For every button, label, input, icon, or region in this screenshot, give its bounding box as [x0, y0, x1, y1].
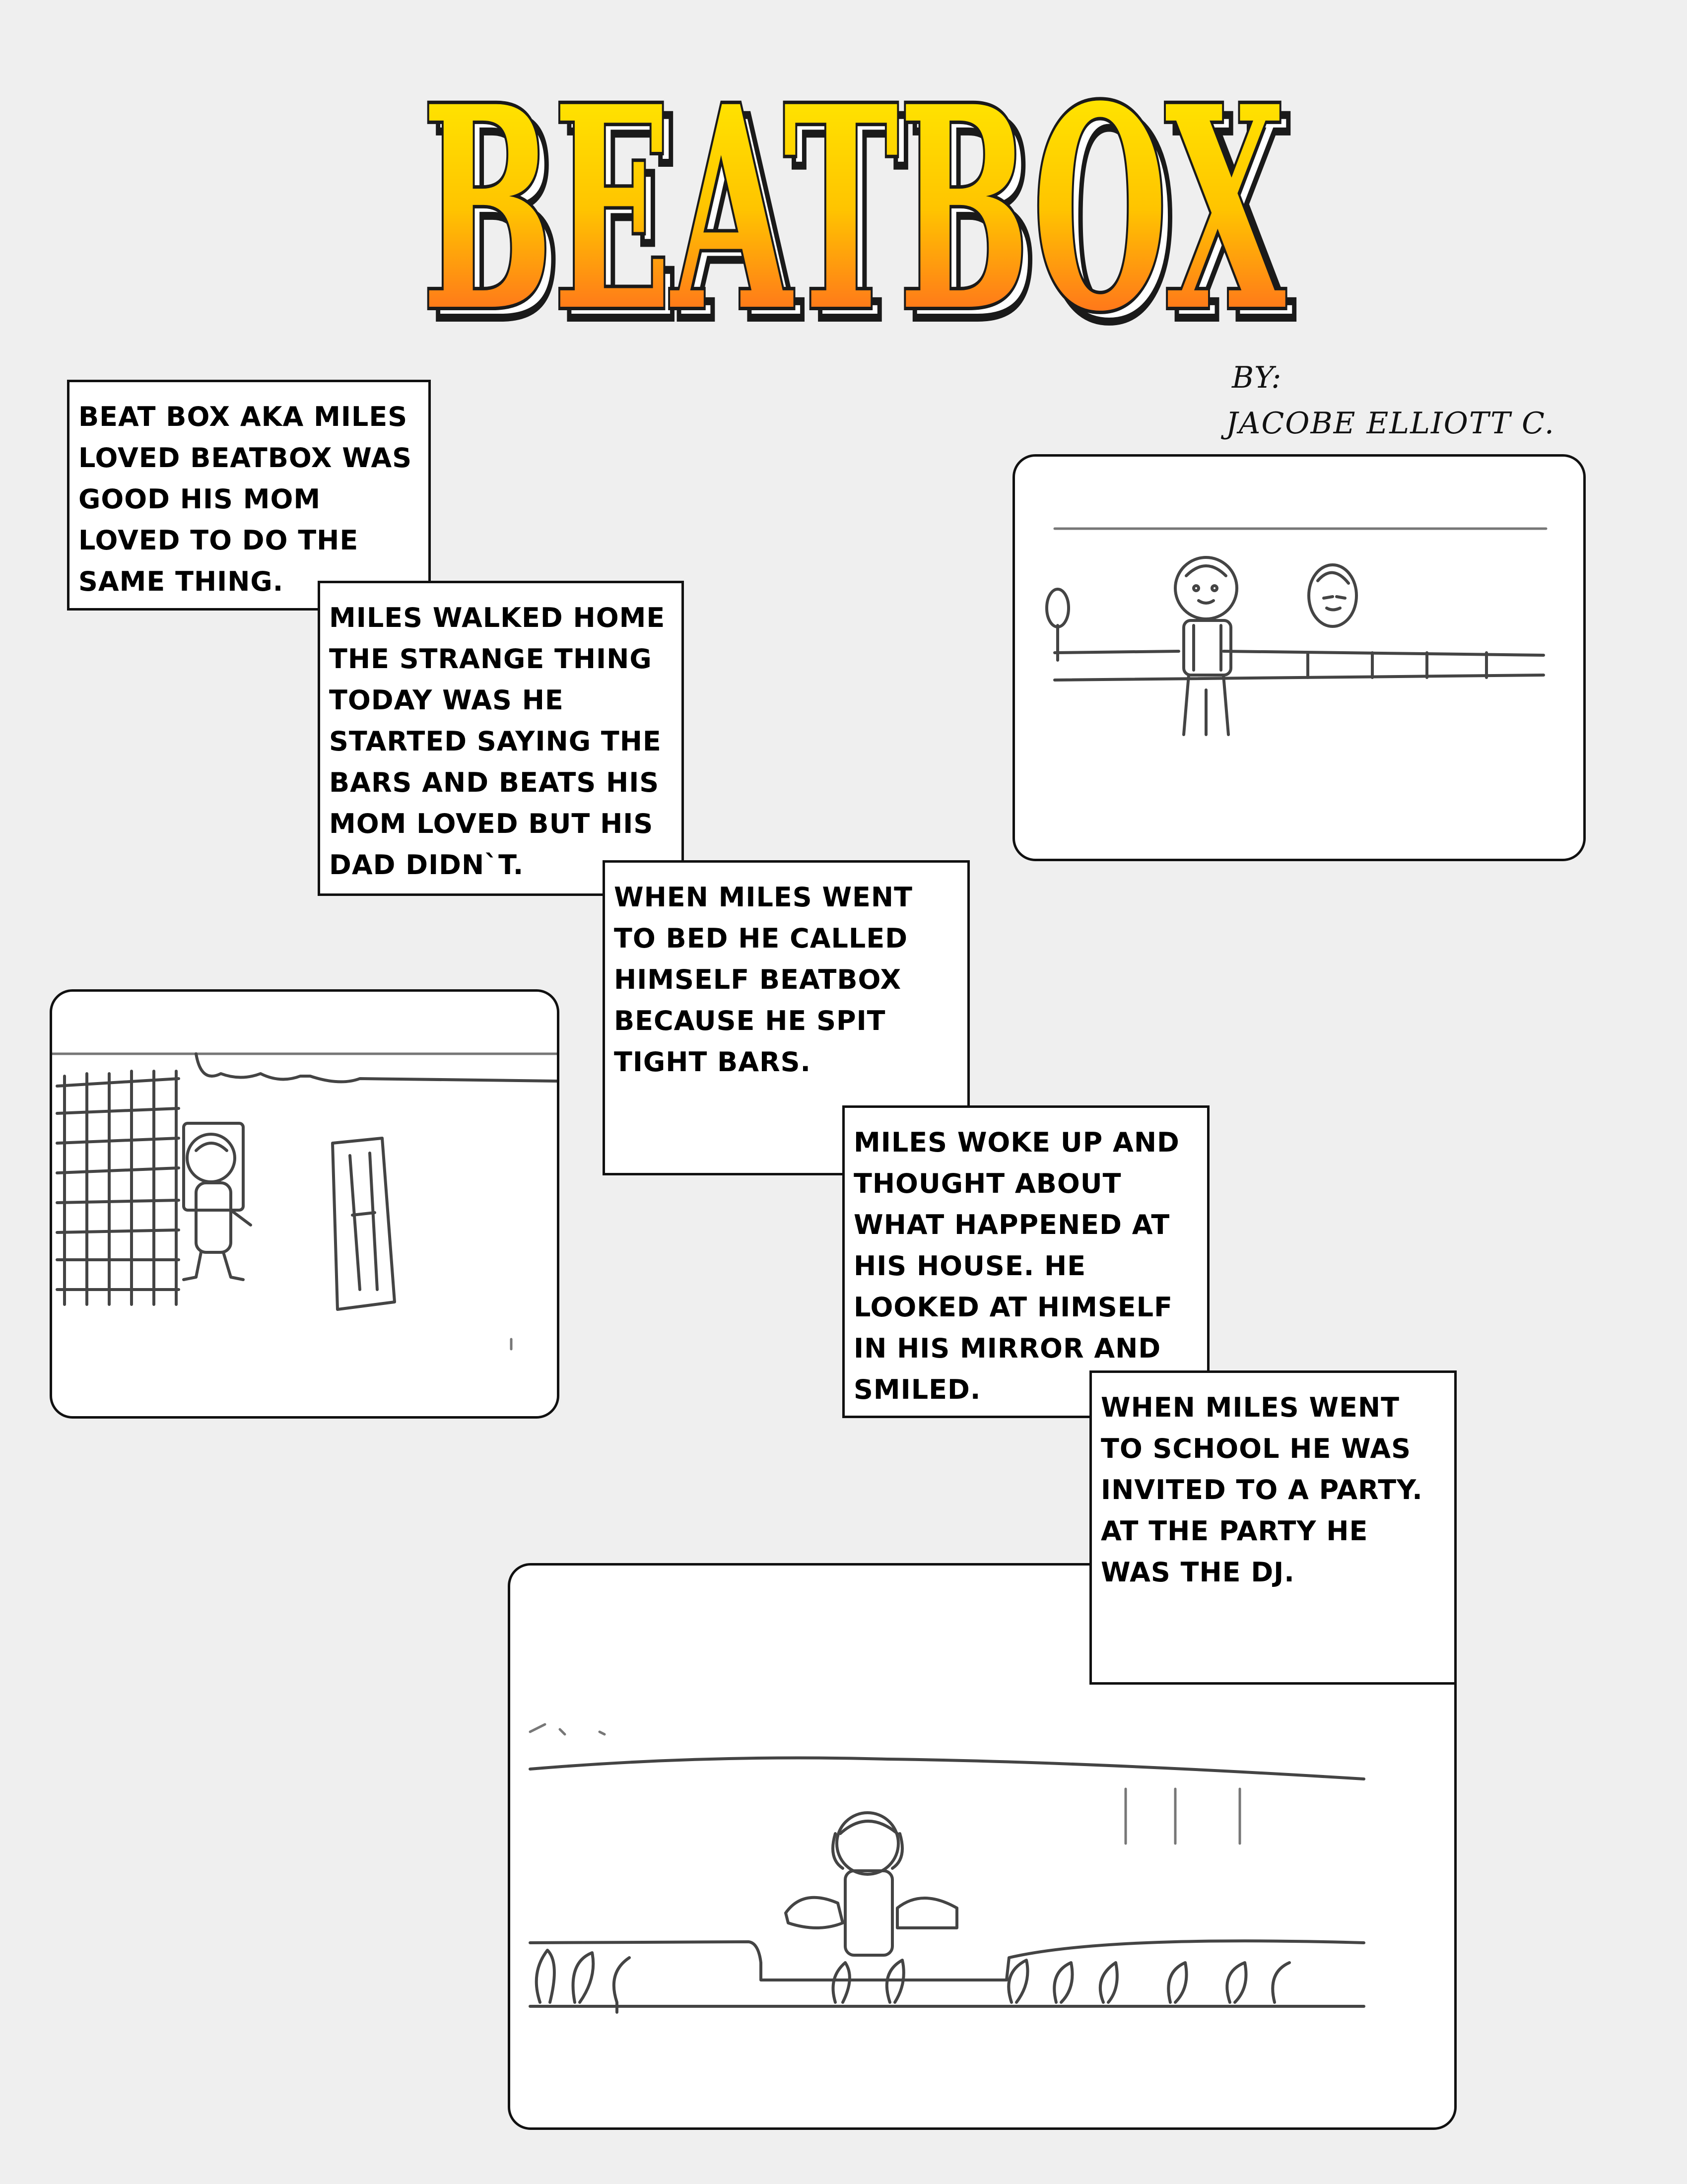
caption-4: MILES WOKE UP AND THOUGHT ABOUT WHAT HAPPENED AT HIS HOUSE. HE LOOKED AT HIMSELF IN HIS MIRROR AND SMILED. — [842, 1105, 1210, 1418]
title-shadow: BEATBOX — [431, 69, 1295, 384]
caption-2: MILES WALKED HOME THE STRANGE THING TODAY WAS HE STARTED SAYING THE BARS AND BEATS HIS MOM LOVED BUT HIS DAD DIDN`T. — [318, 581, 684, 896]
caption-3: WHEN MILES WENT TO BED HE CALLED HIMSELF BEATBOX BECAUSE HE SPIT TIGHT BARS. — [603, 860, 970, 1175]
caption-5: WHEN MILES WENT TO SCHOOL HE WAS INVITED TO A PARTY. AT THE PARTY HE WAS THE DJ. — [1089, 1370, 1457, 1685]
caption-1: BEAT BOX AKA MILES LOVED BEATBOX WAS GOOD HIS MOM LOVED TO DO THE SAME THING. — [67, 380, 431, 611]
author-name: JACOBE ELLIOTT C. — [1226, 406, 1555, 441]
byline — [1226, 355, 1593, 446]
panel-walking-home — [1012, 454, 1586, 861]
sketch-walking-home — [1015, 457, 1586, 861]
comic-title — [382, 69, 1325, 387]
panel-bedroom — [50, 989, 559, 1419]
title-text: BEATBOX — [422, 69, 1286, 373]
byline-label: BY: — [1232, 360, 1282, 395]
sketch-bedroom — [52, 992, 559, 1419]
